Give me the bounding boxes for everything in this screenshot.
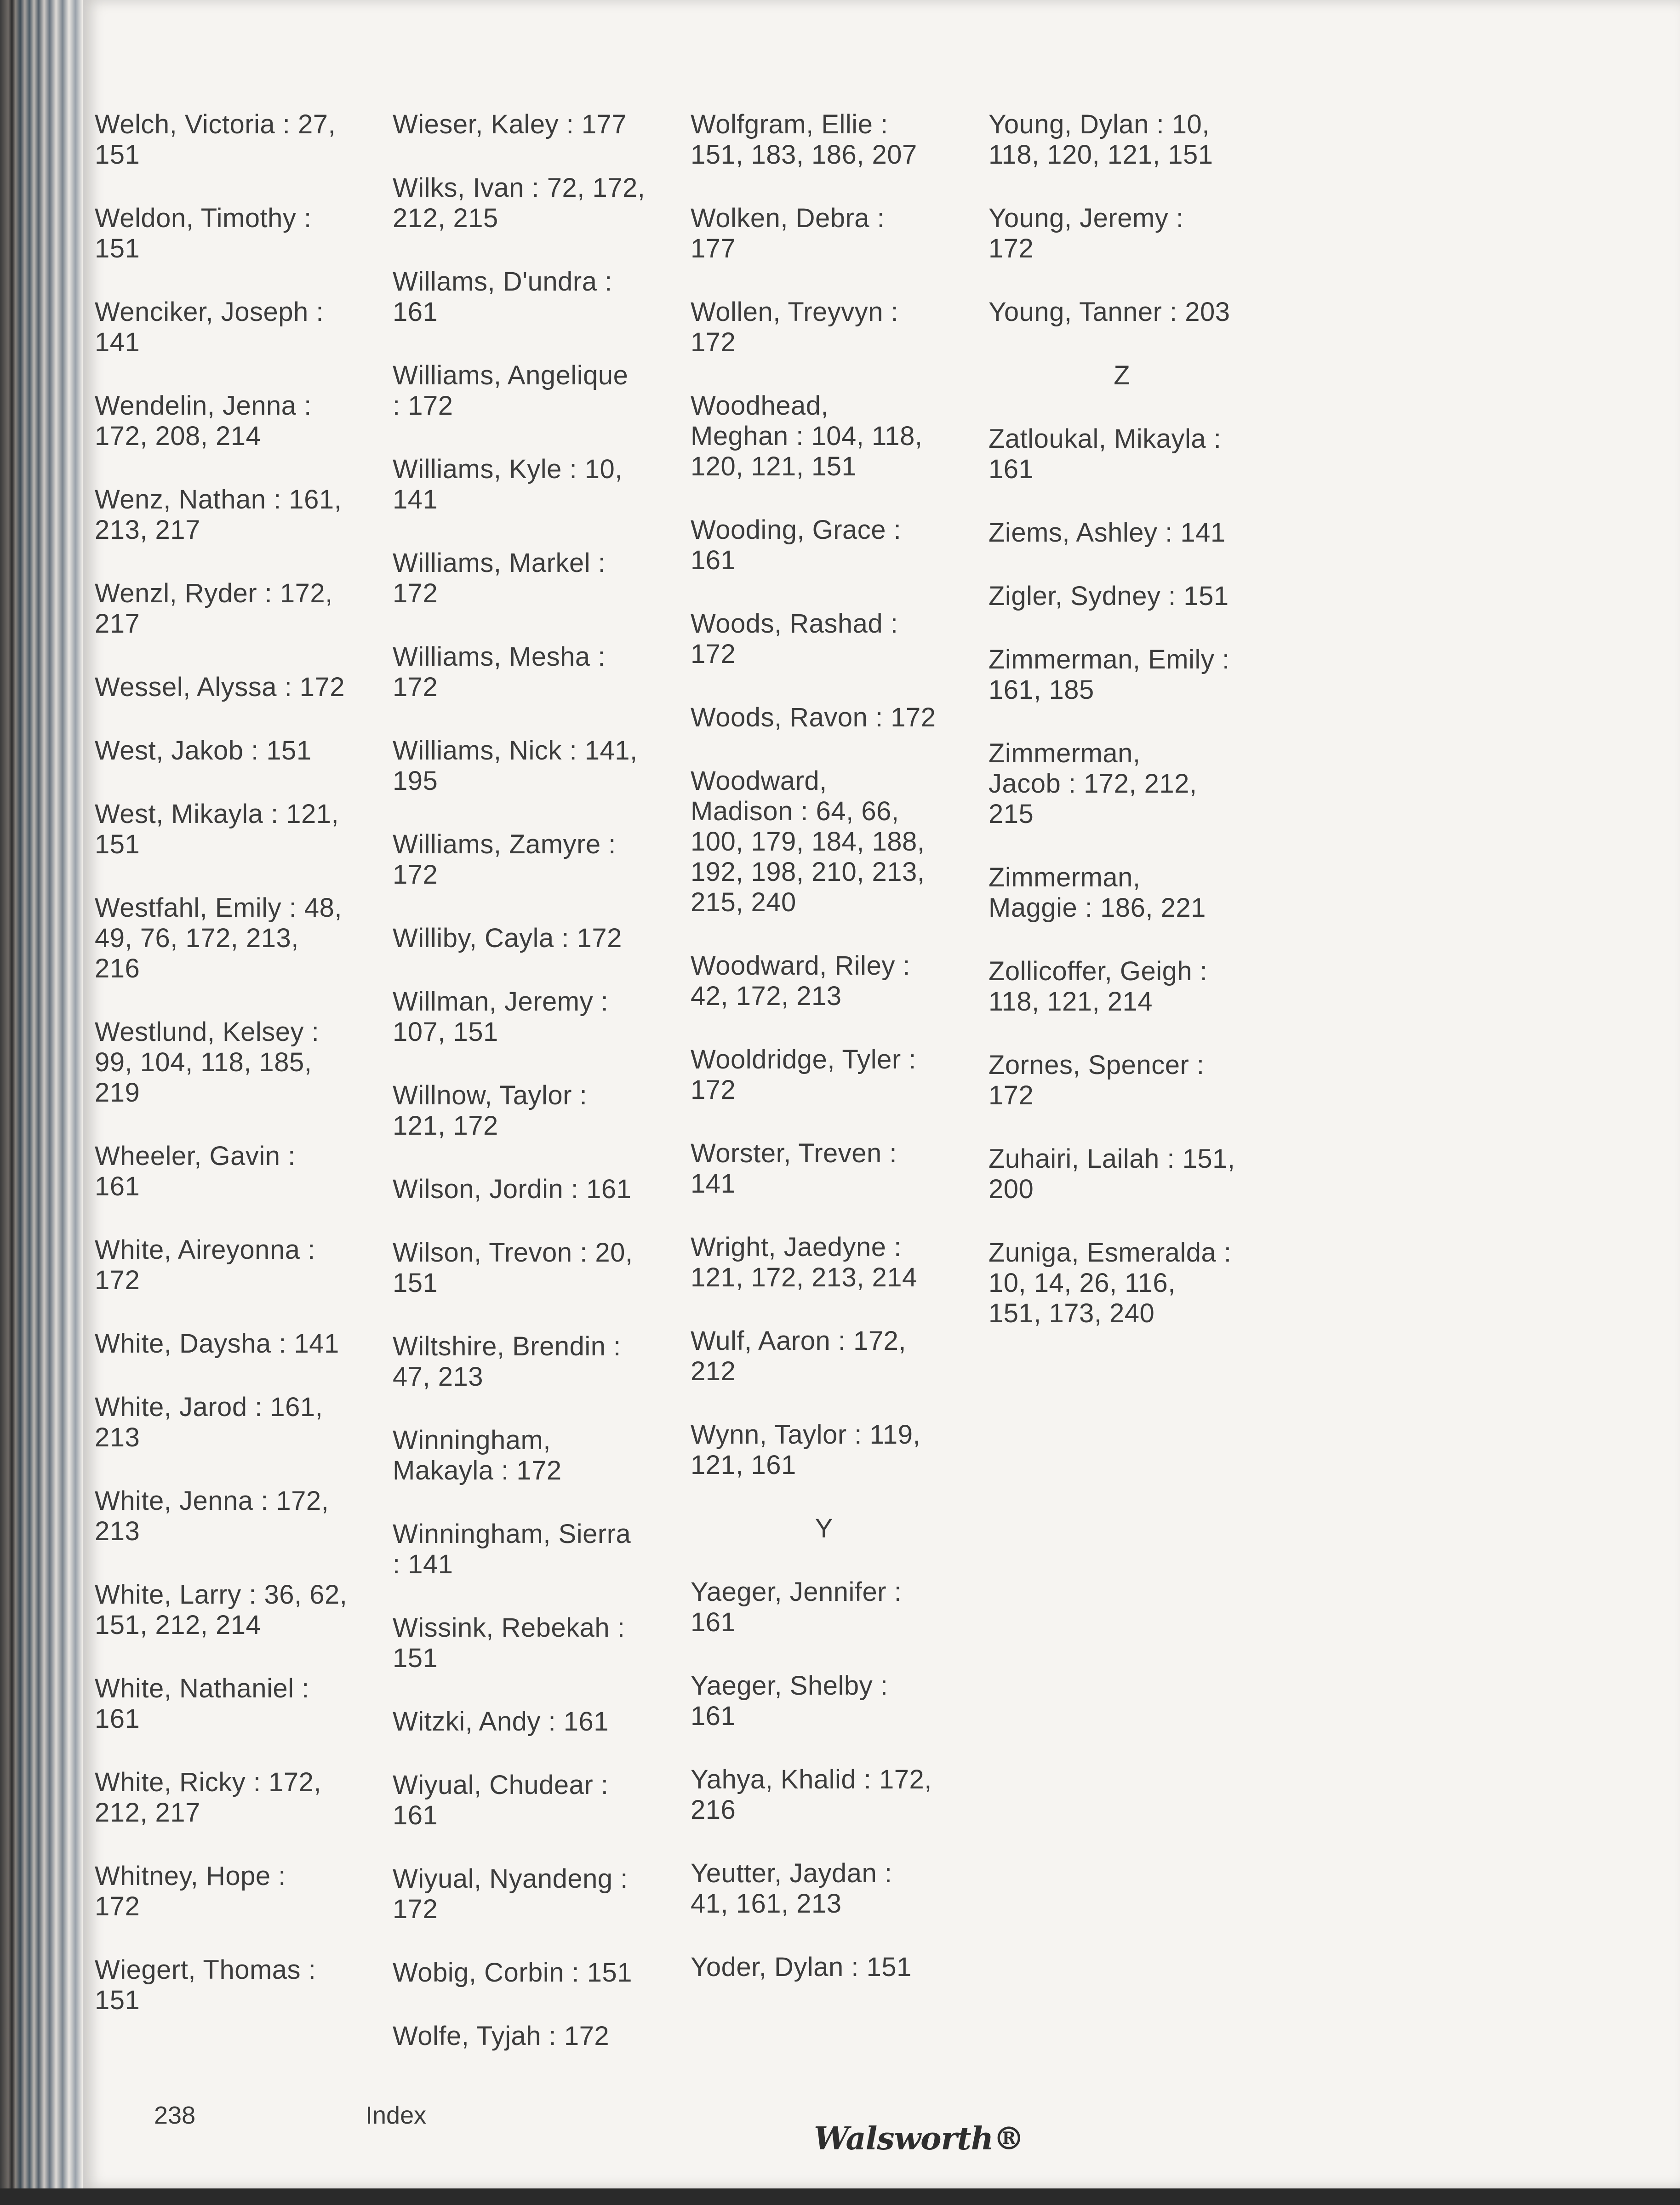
index-entry-line: 172, 208, 214 <box>95 421 261 451</box>
index-entry-line: 151 <box>95 829 140 859</box>
index-entry <box>691 1045 985 1105</box>
index-entry <box>393 1958 687 1988</box>
index-entry <box>95 1955 389 2016</box>
index-entry-line: 120, 121, 151 <box>691 451 857 481</box>
index-entry-line: 161 <box>393 1800 438 1830</box>
index-entry-line: Ziems, Ashley : 141 <box>989 518 1226 548</box>
index-entry-line: 141 <box>393 485 438 514</box>
index-column-4 <box>989 109 1283 2085</box>
index-entry <box>393 923 687 954</box>
index-entry-line: 151, 212, 214 <box>95 1610 261 1640</box>
index-entry <box>95 893 389 984</box>
index-entry-line: Wenz, Nathan : 161, <box>95 485 342 514</box>
scan-bottom-edge <box>0 2188 1680 2205</box>
index-entry-line: 47, 213 <box>393 1362 484 1392</box>
index-entry-line: Weldon, Timothy : <box>95 203 312 233</box>
index-entry <box>989 1144 1283 1205</box>
index-entry-line: 161 <box>989 454 1034 484</box>
index-entry-line: Zimmerman, Emily : <box>989 645 1230 674</box>
index-entry <box>95 1235 389 1296</box>
index-entry-line: Yoder, Dylan : 151 <box>691 1952 912 1982</box>
index-entry-line: West, Jakob : 151 <box>95 736 312 765</box>
index-entry-line: Wilson, Trevon : 20, <box>393 1238 633 1268</box>
index-entry <box>95 391 389 451</box>
index-entry <box>95 203 389 264</box>
index-entry <box>691 1577 985 1638</box>
index-entry <box>691 109 985 170</box>
index-entry-line: Madison : 64, 66, <box>691 796 899 826</box>
index-entry <box>393 736 687 796</box>
index-entry <box>989 297 1283 327</box>
index-entry-line: 107, 151 <box>393 1017 498 1047</box>
index-entry-line: 100, 179, 184, 188, <box>691 827 925 857</box>
index-entry-line: Winningham, <box>393 1425 551 1455</box>
index-entry-line: 151 <box>95 140 140 170</box>
index-entry-line: Zimmerman, <box>989 738 1141 768</box>
index-entry-line: Maggie : 186, 221 <box>989 893 1206 923</box>
index-entry-line: 215, 240 <box>691 887 796 917</box>
index-entry-line: 212, 215 <box>393 203 498 233</box>
index-entry-line: Worster, Treven : <box>691 1138 897 1168</box>
index-entry <box>691 1232 985 1293</box>
index-entry-line: Wiyual, Chudear : <box>393 1770 609 1800</box>
index-entry-line: Makayla : 172 <box>393 1456 562 1485</box>
index-entry-line: 161 <box>95 1704 140 1734</box>
index-entry <box>989 645 1283 705</box>
index-entry-line: 177 <box>691 234 736 263</box>
index-entry <box>989 956 1283 1017</box>
index-entry <box>393 267 687 327</box>
index-entry-line: Williams, Markel : <box>393 548 606 578</box>
index-entry-line: Wiyual, Nyandeng : <box>393 1864 628 1894</box>
index-entry-line: 161 <box>691 545 736 575</box>
index-entry-line: West, Mikayla : 121, <box>95 799 339 829</box>
index-entry <box>691 297 985 358</box>
index-entry-line: 217 <box>95 609 140 639</box>
index-entry <box>691 703 985 733</box>
index-entry-line: Young, Jeremy : <box>989 203 1184 233</box>
book-page-edges <box>0 0 83 2205</box>
index-entry <box>691 1765 985 1825</box>
index-entry <box>691 609 985 669</box>
index-entry-line: Wulf, Aaron : 172, <box>691 1326 906 1356</box>
index-entry-line: Wright, Jaedyne : <box>691 1232 902 1262</box>
index-entry <box>691 1952 985 1982</box>
index-entry-line: Yaeger, Jennifer : <box>691 1577 902 1607</box>
index-entry <box>393 1707 687 1737</box>
index-columns <box>95 109 1336 2085</box>
index-entry <box>989 424 1283 485</box>
index-entry-line: 172 <box>393 860 438 890</box>
index-entry-line: 99, 104, 118, 185, <box>95 1047 312 1077</box>
index-entry-line: Westfahl, Emily : 48, <box>95 893 343 923</box>
index-entry-line: 121, 172, 213, 214 <box>691 1262 917 1292</box>
index-entry <box>393 548 687 609</box>
index-entry-line: 121, 161 <box>691 1450 796 1480</box>
index-column-3 <box>691 109 985 2085</box>
index-entry-line: Zornes, Spencer : <box>989 1050 1205 1080</box>
index-entry-line: Wynn, Taylor : 119, <box>691 1420 921 1450</box>
index-entry <box>393 1613 687 1674</box>
index-entry-line: 151 <box>95 234 140 263</box>
index-entry <box>989 518 1283 548</box>
index-entry-line: Wendelin, Jenna : <box>95 391 312 421</box>
index-entry-line: Zuhairi, Lailah : 151, <box>989 1144 1235 1174</box>
index-entry-line: 216 <box>95 954 140 983</box>
index-entry-line: Wollen, Treyvyn : <box>691 297 899 327</box>
index-entry-line: 172 <box>393 578 438 608</box>
index-entry-line: Willams, D'undra : <box>393 267 612 297</box>
index-entry-line: Young, Dylan : 10, <box>989 109 1210 139</box>
index-entry <box>95 1392 389 1453</box>
index-entry-line: White, Nathaniel : <box>95 1674 309 1703</box>
index-entry <box>989 1050 1283 1111</box>
index-entry-line: 161, 185 <box>989 675 1094 705</box>
index-entry <box>393 173 687 234</box>
index-entry-line: Wolfgram, Ellie : <box>691 109 888 139</box>
index-entry-line: 200 <box>989 1174 1034 1204</box>
index-entry-line: 151, 183, 186, 207 <box>691 140 917 170</box>
index-entry-line: White, Larry : 36, 62, <box>95 1580 348 1610</box>
index-entry-line: Young, Tanner : 203 <box>989 297 1230 327</box>
index-entry-line: Wieser, Kaley : 177 <box>393 109 627 139</box>
index-entry-line: Williams, Zamyre : <box>393 829 616 859</box>
index-entry <box>393 642 687 703</box>
index-entry-line: Meghan : 104, 118, <box>691 421 923 451</box>
index-entry-line: 192, 198, 210, 213, <box>691 857 925 887</box>
index-entry-line: Wissink, Rebekah : <box>393 1613 625 1643</box>
index-entry-line: Williams, Kyle : 10, <box>393 454 623 484</box>
index-entry-line: Williby, Cayla : 172 <box>393 923 622 953</box>
index-entry-line: Williams, Mesha : <box>393 642 606 672</box>
index-entry <box>989 863 1283 923</box>
index-entry-line: 161 <box>95 1171 140 1201</box>
index-entry <box>989 109 1283 170</box>
index-entry-line: 41, 161, 213 <box>691 1889 842 1919</box>
index-entry-line: 215 <box>989 799 1034 829</box>
index-entry-line: 172 <box>691 327 736 357</box>
index-entry-line: Zuniga, Esmeralda : <box>989 1238 1232 1268</box>
index-entry-line: Zigler, Sydney : 151 <box>989 581 1229 611</box>
index-entry-line: Welch, Victoria : 27, <box>95 109 336 139</box>
index-entry-line: 216 <box>691 1795 736 1825</box>
index-entry-line: Yeutter, Jaydan : <box>691 1858 892 1888</box>
index-entry-line: White, Daysha : 141 <box>95 1329 339 1359</box>
index-entry <box>393 1864 687 1925</box>
index-entry-line: Zimmerman, <box>989 863 1141 892</box>
index-entry-line: 172 <box>691 1075 736 1105</box>
section-title: Index <box>366 2102 427 2129</box>
index-entry-line: White, Jenna : 172, <box>95 1486 329 1516</box>
index-entry-line: White, Jarod : 161, <box>95 1392 323 1422</box>
page-number: 238 <box>154 2102 196 2129</box>
index-entry <box>989 203 1283 264</box>
index-entry-line: Wooding, Grace : <box>691 515 902 545</box>
index-entry-line: Woodward, <box>691 766 827 796</box>
index-entry-line: Willnow, Taylor : <box>393 1080 588 1110</box>
index-entry <box>393 1770 687 1831</box>
index-entry-line: Williams, Angelique <box>393 360 629 390</box>
index-entry-line: : 141 <box>393 1549 453 1579</box>
index-entry <box>393 454 687 515</box>
index-entry-line: 118, 121, 214 <box>989 987 1153 1017</box>
index-entry <box>691 1671 985 1731</box>
index-entry-line: 213 <box>95 1422 140 1452</box>
index-entry <box>989 1238 1283 1329</box>
index-entry-line: Wenzl, Ryder : 172, <box>95 578 333 608</box>
index-entry <box>95 485 389 545</box>
index-entry-line: White, Ricky : 172, <box>95 1767 321 1797</box>
index-entry-line: Wiltshire, Brendin : <box>393 1331 621 1361</box>
index-entry-line: Wheeler, Gavin : <box>95 1141 296 1171</box>
index-entry-line: 212, 217 <box>95 1798 200 1828</box>
index-entry-line: 172 <box>95 1265 140 1295</box>
index-entry-line: 141 <box>95 327 140 357</box>
index-entry <box>691 951 985 1011</box>
index-entry-line: 10, 14, 26, 116, <box>989 1268 1176 1298</box>
index-entry-line: Wolken, Debra : <box>691 203 885 233</box>
index-entry-line: Zatloukal, Mikayla : <box>989 424 1222 454</box>
index-entry <box>95 1329 389 1359</box>
index-entry-line: Woodward, Riley : <box>691 951 911 981</box>
index-entry-line: Yahya, Khalid : 172, <box>691 1765 932 1794</box>
index-entry <box>691 1326 985 1387</box>
index-entry-line: Wenciker, Joseph : <box>95 297 324 327</box>
index-entry-line: Jacob : 172, 212, <box>989 769 1197 799</box>
index-entry-line: 141 <box>691 1169 736 1199</box>
index-entry-line: 161 <box>691 1701 736 1731</box>
index-entry-line: Willman, Jeremy : <box>393 987 609 1017</box>
index-entry-line: 42, 172, 213 <box>691 981 842 1011</box>
index-entry <box>393 1174 687 1205</box>
index-entry-line: Wilks, Ivan : 72, 172, <box>393 173 646 203</box>
index-entry <box>989 581 1283 611</box>
index-entry <box>393 1425 687 1486</box>
index-entry <box>95 736 389 766</box>
index-entry-line: 172 <box>989 1080 1034 1110</box>
index-entry-line: 151 <box>393 1643 438 1673</box>
index-entry <box>95 799 389 860</box>
index-entry-line: 172 <box>393 1894 438 1924</box>
index-entry-line: 213, 217 <box>95 515 200 545</box>
index-entry-line: Wessel, Alyssa : 172 <box>95 672 345 702</box>
index-entry-line: Woods, Rashad : <box>691 609 898 639</box>
index-entry <box>691 1420 985 1480</box>
index-letter-heading: Y <box>815 1514 833 1543</box>
index-entry <box>95 1861 389 1922</box>
index-entry-line: Wilson, Jordin : 161 <box>393 1174 632 1204</box>
index-entry-line: Winningham, Sierra <box>393 1519 631 1549</box>
index-entry <box>393 109 687 140</box>
index-entry <box>95 1674 389 1734</box>
index-entry <box>393 1238 687 1298</box>
index-entry-line: 161 <box>691 1607 736 1637</box>
index-entry-line: Whitney, Hope : <box>95 1861 286 1891</box>
index-entry <box>393 987 687 1047</box>
index-entry <box>393 1519 687 1580</box>
index-entry-line: Woods, Ravon : 172 <box>691 703 936 732</box>
index-entry <box>393 1080 687 1141</box>
index-letter-heading: Z <box>1114 360 1130 390</box>
index-column-2 <box>393 109 687 2085</box>
index-entry <box>95 1767 389 1828</box>
index-entry <box>691 766 985 918</box>
index-entry <box>393 1331 687 1392</box>
index-entry <box>95 1017 389 1108</box>
index-entry-line: 172 <box>691 639 736 669</box>
index-entry-line: Wolfe, Tyjah : 172 <box>393 2021 610 2051</box>
index-entry <box>691 515 985 576</box>
index-entry <box>95 1141 389 1202</box>
index-entry-line: Westlund, Kelsey : <box>95 1017 320 1047</box>
index-entry-line: 151 <box>393 1268 438 1298</box>
index-entry <box>95 578 389 639</box>
index-entry-line: 118, 120, 121, 151 <box>989 140 1213 170</box>
index-entry <box>989 738 1283 829</box>
index-entry <box>691 1858 985 1919</box>
index-entry-line: 172 <box>393 672 438 702</box>
index-entry-line: Woodhead, <box>691 391 829 421</box>
index-entry-line: 219 <box>95 1078 140 1108</box>
index-entry-line: White, Aireyonna : <box>95 1235 315 1265</box>
index-entry-line: Zollicoffer, Geigh : <box>989 956 1208 986</box>
index-entry <box>95 1580 389 1640</box>
index-entry <box>393 829 687 890</box>
index-entry <box>95 1486 389 1547</box>
index-entry <box>393 2021 687 2051</box>
index-entry <box>691 391 985 482</box>
index-entry <box>95 297 389 358</box>
index-entry-line: Witzki, Andy : 161 <box>393 1707 609 1737</box>
index-entry <box>691 1138 985 1199</box>
publisher-logo: Walsworth® <box>814 2120 1024 2157</box>
index-entry-line: 212 <box>691 1356 736 1386</box>
index-entry-line: 195 <box>393 766 438 796</box>
index-entry-line: 172 <box>989 234 1034 263</box>
index-entry-line: 49, 76, 172, 213, <box>95 923 299 953</box>
index-entry-line: Wobig, Corbin : 151 <box>393 1958 633 1988</box>
index-entry-line: 121, 172 <box>393 1111 498 1141</box>
index-entry <box>691 203 985 264</box>
index-entry-line: 161 <box>393 297 438 327</box>
index-entry-line: Yaeger, Shelby : <box>691 1671 888 1701</box>
index-entry-line: Williams, Nick : 141, <box>393 736 638 765</box>
index-entry-line: : 172 <box>393 391 453 421</box>
index-entry-line: 172 <box>95 1891 140 1921</box>
index-entry-line: Wooldridge, Tyler : <box>691 1045 916 1074</box>
index-column-1 <box>95 109 389 2085</box>
index-entry-line: Wiegert, Thomas : <box>95 1955 316 1985</box>
index-entry-line: 213 <box>95 1516 140 1546</box>
index-entry <box>95 109 389 170</box>
index-entry-line: 151 <box>95 1985 140 2015</box>
index-entry <box>95 672 389 703</box>
index-entry <box>393 360 687 421</box>
index-entry-line: 151, 173, 240 <box>989 1298 1155 1328</box>
